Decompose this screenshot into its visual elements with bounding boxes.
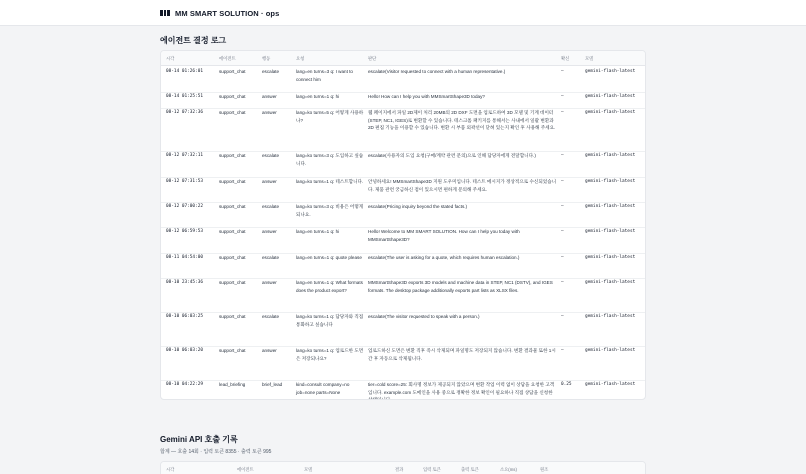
cell-confidence: — — [561, 348, 564, 353]
cell-agent: support_chat — [219, 314, 246, 319]
cell-decision: 웹 페이지에서 파일 2D제이 처리 20MB의 2D DXF 도면을 업로드하여 3D 모델 및 기계 데이터(STEP, NC1, IGES)로 변환할 수 있습니다. 테스크톱 패키지를 통해서는 사내에서 일괄 변환과 2D 편집 기능을 이용할 수 있습니다. 변환 시 부품 외곽선이 닫혀 있는지 확인 후 사용해 주세요. — [368, 110, 556, 131]
cell-decision: 안녕하세요! MMSmartShape3D 지원 도우미입니다. 테스트 메시지가 정상적으로 수신되었습니다. 제품 관련 궁금하신 점이 있으시면 편하게 문의해 주세요. — [368, 179, 557, 192]
cell-time: 08-14 01:26:01 — [166, 69, 204, 74]
cell-agent: support_chat — [219, 255, 246, 260]
cell-model: gemini-flash-latest — [585, 382, 636, 387]
brand-name[interactable]: MM SMART SOLUTION · ops — [175, 9, 280, 18]
cell-model: gemini-flash-latest — [585, 229, 636, 234]
cell-action: brief_lead — [262, 382, 283, 387]
cell-decision: 업로드하신 도면은 변환 직후 즉시 삭제되며 파일명도 저장되지 않습니다. 변환 결과물 또한 1시간 후 자동으로 삭제됩니다. — [368, 348, 556, 361]
decisions-table-header — [161, 51, 646, 66]
api-col-header-result: 결과 — [395, 467, 404, 472]
cell-decision: escalate(Pricing inquiry beyond the stated facts.) — [368, 204, 468, 209]
cell-confidence: — — [561, 69, 564, 74]
cell-agent: support_chat — [219, 94, 246, 99]
cell-time: 08-12 07:32:11 — [166, 153, 204, 158]
cell-action: answer — [262, 280, 277, 285]
cell-action: answer — [262, 94, 277, 99]
cell-confidence: — — [561, 314, 564, 319]
cell-request: lang=ko turns=1 q: 담당자와 직접 통화하고 싶습니다 — [296, 314, 364, 327]
col-header-confidence: 확신 — [561, 56, 570, 61]
decision-row — [161, 228, 646, 254]
cell-confidence: — — [561, 280, 564, 285]
cell-model: gemini-flash-latest — [585, 94, 636, 99]
cell-time: 08-12 07:31:53 — [166, 179, 204, 184]
cell-agent: support_chat — [219, 229, 246, 234]
cell-action: escalate — [262, 255, 280, 260]
cell-agent: lead_briefing — [219, 382, 246, 387]
cell-model: gemini-flash-latest — [585, 153, 636, 158]
cell-action: answer — [262, 179, 277, 184]
api-col-header-input-tokens: 입력 토큰 — [423, 467, 441, 472]
cell-action: answer — [262, 229, 277, 234]
cell-time: 08-10 06:03:25 — [166, 314, 204, 319]
api-col-header-time: 시각 — [166, 467, 175, 472]
cell-time: 08-12 07:32:36 — [166, 110, 204, 115]
cell-request: lang=ko turns=1 q: 업로드한 도면은 저장되나요? — [296, 348, 364, 361]
col-header-decision: 판단 — [368, 56, 377, 61]
cell-action: escalate — [262, 153, 280, 158]
api-summary: 합계 — 호출 14회 · 입력 토큰 8355 · 출력 토큰 995 — [160, 449, 272, 455]
decision-row — [161, 203, 646, 228]
col-header-request: 요청 — [296, 56, 305, 61]
cell-model: gemini-flash-latest — [585, 110, 636, 115]
cell-request: kind=consult company=no job=none parts=None — [296, 382, 350, 395]
cell-decision: escalate(Visitor requested to connect with a human representative.) — [368, 69, 506, 74]
cell-request: lang=ko turns=5 q: 어떻게 사용하나? — [296, 110, 364, 123]
cell-action: escalate — [262, 69, 280, 74]
cell-agent: support_chat — [219, 153, 246, 158]
decision-row — [161, 381, 646, 400]
api-col-header-latency: 소요(ms) — [500, 467, 517, 472]
api-col-header-origin: 원조 — [540, 467, 549, 472]
cell-request: lang=en turns=1 q: quote please — [296, 255, 362, 260]
cell-agent: support_chat — [219, 110, 246, 115]
decision-row — [161, 254, 646, 279]
cell-agent: support_chat — [219, 348, 246, 353]
api-col-header-model: 모델 — [304, 467, 313, 472]
cell-decision: escalate(The visitor requested to speak with a person.) — [368, 314, 480, 319]
cell-model: gemini-flash-latest — [585, 179, 636, 184]
cell-confidence: — — [561, 179, 564, 184]
cell-decision: escalate(사용자의 도입 요청(구매/계약 관련 문의)으로 인해 담당자에게 전달합니다.) — [368, 153, 536, 158]
cell-confidence: — — [561, 204, 564, 209]
cell-confidence: 0.25 — [561, 382, 572, 387]
cell-action: answer — [262, 110, 277, 115]
cell-time: 08-10 23:45:36 — [166, 280, 204, 285]
cell-model: gemini-flash-latest — [585, 280, 636, 285]
cell-time: 08-11 04:54:00 — [166, 255, 204, 260]
api-col-header-agent: 에이전트 — [237, 467, 254, 472]
decision-row — [161, 178, 646, 203]
cell-confidence: — — [561, 110, 564, 115]
brand-logo-icon[interactable] — [160, 10, 170, 16]
top-bar — [0, 0, 806, 26]
decisions-table — [160, 50, 646, 400]
cell-time: 08-12 07:00:22 — [166, 204, 204, 209]
cell-time: 08-10 06:03:20 — [166, 348, 204, 353]
col-header-action: 행동 — [262, 56, 271, 61]
cell-decision: Hello! Welcome to MM SMART SOLUTION. How can I help you today with MMSmartShape3D? — [368, 229, 520, 242]
cell-request: lang=en turns=3 q: I want to connect him — [296, 69, 353, 82]
cell-agent: support_chat — [219, 69, 246, 74]
cell-request: lang=en turns=1 q: What formats does the product export? — [296, 280, 363, 293]
cell-decision: tier=cold score=25: 회사명 정보가 제공되지 않았으며 변환 작업 이력 없이 상담을 요청한 고객입니다. example.com 도메인을 사용 중으로 정확한 정보 확인이 필요하나 직접 상담을 신청한 상태입니다. — [368, 382, 555, 400]
decision-row — [161, 109, 646, 152]
decision-row — [161, 152, 646, 178]
cell-confidence: — — [561, 94, 564, 99]
cell-agent: support_chat — [219, 204, 246, 209]
decision-row — [161, 313, 646, 347]
cell-time: 08-14 01:25:51 — [166, 94, 204, 99]
decision-row — [161, 347, 646, 381]
cell-model: gemini-flash-latest — [585, 255, 636, 260]
api-table-header — [161, 462, 646, 474]
cell-agent: support_chat — [219, 179, 246, 184]
cell-confidence: — — [561, 255, 564, 260]
cell-time: 08-10 04:22:29 — [166, 382, 204, 387]
cell-action: answer — [262, 348, 277, 353]
decisions-section-title: 에이전트 결정 로그 — [160, 36, 227, 45]
cell-request: lang=en turns=1 q: hi — [296, 229, 340, 234]
col-header-agent: 에이전트 — [219, 56, 236, 61]
cell-action: escalate — [262, 314, 280, 319]
cell-decision: Hello! How can I help you with MMSmartShape3D today? — [368, 94, 485, 99]
api-col-header-output-tokens: 출력 토큰 — [461, 467, 479, 472]
cell-request: lang=ko turns=3 q: 도입하고 싶습니다. — [296, 153, 364, 166]
decision-row — [161, 93, 646, 109]
api-section-title: Gemini API 호출 기록 — [160, 435, 238, 444]
cell-request: lang=en turns=1 q: hi — [296, 94, 340, 99]
col-header-time: 시각 — [166, 56, 175, 61]
cell-request: lang=ko turns=3 q: 비용은 어떻게되나요. — [296, 204, 364, 217]
cell-decision: escalate(The user is asking for a quote, which requires human escalation.) — [368, 255, 520, 260]
decision-row — [161, 68, 646, 93]
cell-action: escalate — [262, 204, 280, 209]
cell-decision: MMSmartShape3D exports 3D models and machine data in STEP, NC1 (DSTV), and IGES formats. The desktop package additionally exports part lists as XLSX files. — [368, 280, 553, 293]
cell-model: gemini-flash-latest — [585, 204, 636, 209]
cell-confidence: — — [561, 153, 564, 158]
api-calls-table — [160, 461, 646, 474]
cell-model: gemini-flash-latest — [585, 314, 636, 319]
cell-agent: support_chat — [219, 280, 246, 285]
col-header-model: 모델 — [585, 56, 594, 61]
cell-model: gemini-flash-latest — [585, 348, 636, 353]
decision-row — [161, 279, 646, 313]
cell-confidence: — — [561, 229, 564, 234]
cell-time: 08-12 06:59:53 — [166, 229, 204, 234]
cell-model: gemini-flash-latest — [585, 69, 636, 74]
cell-request: lang=ko turns=1 q: 테스트합니다. — [296, 179, 364, 184]
